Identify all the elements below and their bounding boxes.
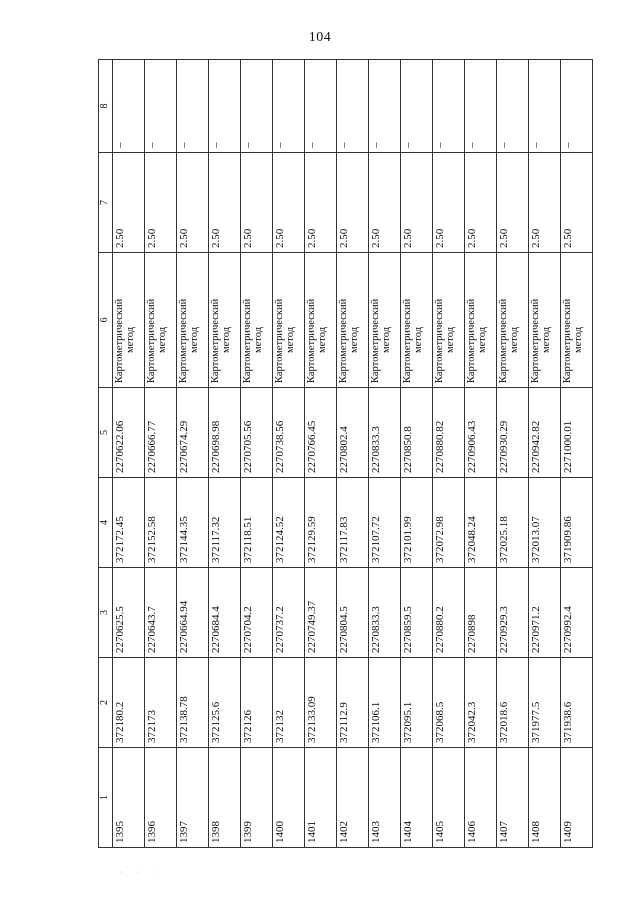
note-value: – — [209, 60, 241, 153]
method-text-cont: метод — [445, 326, 456, 353]
method-text-cont: метод — [253, 326, 264, 353]
y-coordinate-2: 2270833.3 — [369, 388, 401, 478]
method-text: Картометрический — [530, 298, 541, 383]
method-text: Картометрический — [274, 298, 285, 383]
x-coordinate-1: 372138.78 — [177, 658, 209, 748]
x-coordinate-2: 372117.83 — [337, 478, 369, 568]
method-text: Картометрический — [114, 298, 125, 383]
method-text: Картометрический — [434, 298, 445, 383]
point-number: 1402 — [337, 748, 369, 848]
y-coordinate-2: 2270802.4 — [337, 388, 369, 478]
column-header: 5 — [99, 388, 113, 478]
point-number: 1403 — [369, 748, 401, 848]
column-header: 1 — [99, 748, 113, 848]
accuracy-value: 2.50 — [561, 153, 593, 253]
y-coordinate-1: 2270664.94 — [177, 568, 209, 658]
table-row — [401, 60, 433, 848]
note-value: – — [497, 60, 529, 153]
point-number: 1399 — [241, 748, 273, 848]
method-cell — [337, 253, 369, 388]
y-coordinate-2: 2270738.56 — [273, 388, 305, 478]
column-header: 4 — [99, 478, 113, 568]
column-header: 8 — [99, 60, 113, 153]
point-number: 1397 — [177, 748, 209, 848]
scan-artifact: · · · — [120, 868, 162, 877]
accuracy-value: 2.50 — [305, 153, 337, 253]
table-row — [465, 60, 497, 848]
y-coordinate-2: 2270705.56 — [241, 388, 273, 478]
x-coordinate-2: 371909.86 — [561, 478, 593, 568]
accuracy-value: 2.50 — [145, 153, 177, 253]
method-text: Картометрический — [146, 298, 157, 383]
method-text-cont: метод — [541, 326, 552, 353]
table-row — [561, 60, 593, 848]
coordinates-table — [98, 59, 593, 848]
point-number: 1405 — [433, 748, 465, 848]
note-value: – — [369, 60, 401, 153]
method-text-cont: метод — [413, 326, 424, 353]
point-number: 1396 — [145, 748, 177, 848]
y-coordinate-1: 2270898 — [465, 568, 497, 658]
x-coordinate-2: 372117.32 — [209, 478, 241, 568]
note-value: – — [337, 60, 369, 153]
point-number: 1406 — [465, 748, 497, 848]
column-header: 3 — [99, 568, 113, 658]
method-cell — [401, 253, 433, 388]
x-coordinate-1: 372180.2 — [113, 658, 145, 748]
note-value: – — [273, 60, 305, 153]
method-text-cont: метод — [221, 326, 232, 353]
table-row — [145, 60, 177, 848]
column-header: 7 — [99, 153, 113, 253]
y-coordinate-1: 2270859.5 — [401, 568, 433, 658]
point-number: 1409 — [561, 748, 593, 848]
table-row — [273, 60, 305, 848]
x-coordinate-1: 372068.5 — [433, 658, 465, 748]
table-row — [177, 60, 209, 848]
accuracy-value: 2.50 — [177, 153, 209, 253]
method-cell — [529, 253, 561, 388]
point-number: 1404 — [401, 748, 433, 848]
accuracy-value: 2.50 — [337, 153, 369, 253]
method-text: Картометрический — [178, 298, 189, 383]
x-coordinate-2: 372144.35 — [177, 478, 209, 568]
y-coordinate-2: 2270906.43 — [465, 388, 497, 478]
x-coordinate-1: 372042.3 — [465, 658, 497, 748]
x-coordinate-2: 372172.45 — [113, 478, 145, 568]
x-coordinate-1: 372173 — [145, 658, 177, 748]
method-text-cont: метод — [189, 326, 200, 353]
method-text: Картометрический — [338, 298, 349, 383]
method-text-cont: метод — [285, 326, 296, 353]
x-coordinate-2: 372152.58 — [145, 478, 177, 568]
method-cell — [497, 253, 529, 388]
y-coordinate-1: 2270643.7 — [145, 568, 177, 658]
table-row — [209, 60, 241, 848]
method-text-cont: метод — [349, 326, 360, 353]
y-coordinate-2: 2270666.77 — [145, 388, 177, 478]
note-value: – — [241, 60, 273, 153]
method-text: Картометрический — [466, 298, 477, 383]
x-coordinate-1: 372125.6 — [209, 658, 241, 748]
accuracy-value: 2.50 — [401, 153, 433, 253]
point-number: 1408 — [529, 748, 561, 848]
x-coordinate-1: 372112.9 — [337, 658, 369, 748]
x-coordinate-2: 372048.24 — [465, 478, 497, 568]
method-cell — [177, 253, 209, 388]
y-coordinate-1: 2270804.5 — [337, 568, 369, 658]
x-coordinate-2: 372118.51 — [241, 478, 273, 568]
x-coordinate-1: 371977.5 — [529, 658, 561, 748]
coordinates-table-container — [98, 60, 584, 848]
x-coordinate-1: 372106.1 — [369, 658, 401, 748]
note-value: – — [113, 60, 145, 153]
method-cell — [241, 253, 273, 388]
table-row — [497, 60, 529, 848]
y-coordinate-2: 2270942.82 — [529, 388, 561, 478]
y-coordinate-2: 2270698.98 — [209, 388, 241, 478]
method-text: Картометрический — [242, 298, 253, 383]
table-row — [113, 60, 145, 848]
method-cell — [561, 253, 593, 388]
note-value: – — [465, 60, 497, 153]
method-text-cont: метод — [157, 326, 168, 353]
method-cell — [305, 253, 337, 388]
y-coordinate-2: 2271000.01 — [561, 388, 593, 478]
accuracy-value: 2.50 — [369, 153, 401, 253]
y-coordinate-1: 2270625.5 — [113, 568, 145, 658]
y-coordinate-2: 2270622.06 — [113, 388, 145, 478]
accuracy-value: 2.50 — [529, 153, 561, 253]
y-coordinate-1: 2270992.4 — [561, 568, 593, 658]
point-number: 1398 — [209, 748, 241, 848]
note-value: – — [401, 60, 433, 153]
x-coordinate-2: 372107.72 — [369, 478, 401, 568]
x-coordinate-2: 372129.59 — [305, 478, 337, 568]
y-coordinate-1: 2270704.2 — [241, 568, 273, 658]
table-row — [241, 60, 273, 848]
y-coordinate-1: 2270880.2 — [433, 568, 465, 658]
accuracy-value: 2.50 — [113, 153, 145, 253]
table-row — [305, 60, 337, 848]
method-text-cont: метод — [573, 326, 584, 353]
x-coordinate-1: 371938.6 — [561, 658, 593, 748]
x-coordinate-2: 372025.18 — [497, 478, 529, 568]
method-cell — [465, 253, 497, 388]
table-row — [433, 60, 465, 848]
y-coordinate-2: 2270766.45 — [305, 388, 337, 478]
y-coordinate-1: 2270929.3 — [497, 568, 529, 658]
method-cell — [369, 253, 401, 388]
y-coordinate-1: 2270749.37 — [305, 568, 337, 658]
x-coordinate-1: 372133.09 — [305, 658, 337, 748]
accuracy-value: 2.50 — [465, 153, 497, 253]
y-coordinate-1: 2270737.2 — [273, 568, 305, 658]
method-cell — [209, 253, 241, 388]
method-text: Картометрический — [210, 298, 221, 383]
x-coordinate-2: 372072.98 — [433, 478, 465, 568]
accuracy-value: 2.50 — [273, 153, 305, 253]
method-text-cont: метод — [381, 326, 392, 353]
accuracy-value: 2.50 — [241, 153, 273, 253]
x-coordinate-2: 372013.07 — [529, 478, 561, 568]
method-cell — [145, 253, 177, 388]
header-row — [99, 60, 113, 848]
y-coordinate-1: 2270684.4 — [209, 568, 241, 658]
note-value: – — [433, 60, 465, 153]
method-text-cont: метод — [509, 326, 520, 353]
method-cell — [113, 253, 145, 388]
y-coordinate-2: 2270850.8 — [401, 388, 433, 478]
method-text-cont: метод — [125, 326, 136, 353]
note-value: – — [145, 60, 177, 153]
method-cell — [273, 253, 305, 388]
accuracy-value: 2.50 — [497, 153, 529, 253]
accuracy-value: 2.50 — [209, 153, 241, 253]
method-text: Картометрический — [370, 298, 381, 383]
column-header: 6 — [99, 253, 113, 388]
y-coordinate-1: 2270833.3 — [369, 568, 401, 658]
table-row — [529, 60, 561, 848]
point-number: 1407 — [497, 748, 529, 848]
point-number: 1401 — [305, 748, 337, 848]
y-coordinate-1: 2270971.2 — [529, 568, 561, 658]
note-value: – — [561, 60, 593, 153]
method-text-cont: метод — [317, 326, 328, 353]
method-text: Картометрический — [562, 298, 573, 383]
x-coordinate-1: 372126 — [241, 658, 273, 748]
x-coordinate-2: 372101.99 — [401, 478, 433, 568]
method-cell — [433, 253, 465, 388]
method-text: Картометрический — [402, 298, 413, 383]
table-row — [369, 60, 401, 848]
note-value: – — [305, 60, 337, 153]
table-row — [337, 60, 369, 848]
y-coordinate-2: 2270930.29 — [497, 388, 529, 478]
y-coordinate-2: 2270880.82 — [433, 388, 465, 478]
column-header: 2 — [99, 658, 113, 748]
x-coordinate-1: 372095.1 — [401, 658, 433, 748]
accuracy-value: 2.50 — [433, 153, 465, 253]
point-number: 1400 — [273, 748, 305, 848]
method-text-cont: метод — [477, 326, 488, 353]
x-coordinate-1: 372018.6 — [497, 658, 529, 748]
x-coordinate-1: 372132 — [273, 658, 305, 748]
y-coordinate-2: 2270674.29 — [177, 388, 209, 478]
note-value: – — [177, 60, 209, 153]
method-text: Картометрический — [498, 298, 509, 383]
method-text: Картометрический — [306, 298, 317, 383]
x-coordinate-2: 372124.52 — [273, 478, 305, 568]
point-number: 1395 — [113, 748, 145, 848]
page-number: 104 — [308, 30, 332, 45]
note-value: – — [529, 60, 561, 153]
